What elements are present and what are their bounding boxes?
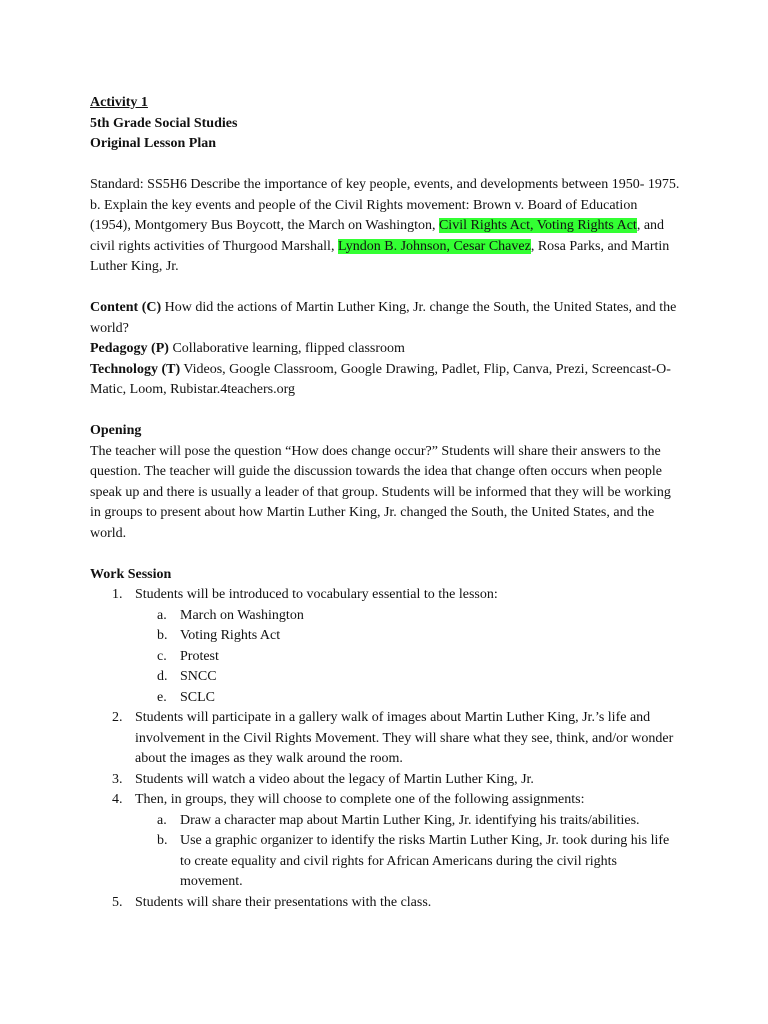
list-letter: b. bbox=[157, 628, 168, 643]
list-item-text: Students will participate in a gallery walk of images about Martin Luther King, Jr.’s life and involvement in the Civil Rights Movement. They will share what they see, think, and/or wonder about the images as they walk around the room. bbox=[135, 710, 674, 766]
grade-subject: 5th Grade Social Studies bbox=[90, 115, 238, 131]
assignment-text: Draw a character map about Martin Luther King, Jr. identifying his traits/abilities. bbox=[180, 812, 640, 828]
list-item bbox=[112, 893, 680, 914]
opening-heading: Opening bbox=[90, 423, 142, 438]
list-letter: b. bbox=[157, 833, 168, 848]
assignment-item bbox=[157, 831, 680, 893]
standard-b-text-1: b. Explain the key events and people of the Civil Rights movement: Brown v. Board of Education (1954), Montgomery Bus Boycott, the March on Washington, bbox=[90, 197, 638, 233]
technology-text: Videos, Google Classroom, Google Drawing, Padlet, Flip, Canva, Prezi, Screencast-O-Matic, Loom, Rubistar.4teachers.org bbox=[90, 361, 671, 397]
list-item bbox=[112, 708, 680, 770]
vocab-item bbox=[157, 626, 680, 647]
list-number: 1. bbox=[112, 587, 123, 602]
pedagogy-line bbox=[90, 339, 680, 360]
assignment-list bbox=[135, 811, 680, 893]
content-text: How did the actions of Martin Luther King, Jr. change the South, the United States, and the world? bbox=[90, 300, 677, 336]
list-item-text: Students will watch a video about the legacy of Martin Luther King, Jr. bbox=[135, 771, 534, 787]
pedagogy-label: Pedagogy (P) bbox=[90, 341, 169, 356]
vocab-term: SNCC bbox=[180, 669, 217, 684]
opening-text: The teacher will pose the question “How does change occur?” Students will share their answers to the question. The teacher will guide the discussion towards the idea that change often occurs when people speak up and there is usually a leader of that group. Students will be informed that they will be working in groups to present about how Martin Luther King, Jr. changed the South, the United States, and the world. bbox=[90, 443, 671, 541]
list-item bbox=[112, 585, 680, 708]
highlight-people: Lyndon B. Johnson, Cesar Chavez bbox=[337, 238, 531, 254]
work-session-list bbox=[90, 585, 680, 913]
vocab-term: March on Washington bbox=[180, 607, 304, 623]
assignment-item bbox=[157, 811, 680, 832]
list-letter: d. bbox=[157, 669, 168, 684]
plan-title: Original Lesson Plan bbox=[90, 136, 217, 151]
list-item-text: Students will share their presentations with the class. bbox=[135, 894, 432, 910]
vocab-item bbox=[157, 606, 680, 627]
technology-line bbox=[90, 360, 680, 401]
pedagogy-text: Collaborative learning, flipped classroom bbox=[168, 341, 405, 356]
highlight-acts: Civil Rights Act, Voting Rights Act bbox=[438, 218, 637, 233]
vocab-item bbox=[157, 667, 680, 688]
list-number: 5. bbox=[112, 894, 123, 910]
vocab-list bbox=[135, 606, 680, 709]
assignment-text: Use a graphic organizer to identify the risks Martin Luther King, Jr. took during his life to create equality and civil rights for African Americans during the civil rights movement. bbox=[180, 833, 670, 889]
list-letter: e. bbox=[157, 689, 167, 705]
list-letter: a. bbox=[157, 812, 167, 828]
vocab-item bbox=[157, 647, 680, 668]
list-letter: c. bbox=[157, 648, 167, 664]
standard-line: Standard: SS5H6 Describe the importance of key people, events, and developments between 1950- 1975. bbox=[90, 177, 680, 192]
lesson-plan bbox=[90, 93, 680, 913]
activity-title: Activity 1 bbox=[90, 95, 148, 110]
standard-b-text-2: , and civil rights activities of Thurgood Marshall, bbox=[90, 218, 665, 254]
list-item bbox=[112, 770, 680, 791]
content-line bbox=[90, 298, 680, 339]
list-item bbox=[112, 790, 680, 893]
list-number: 2. bbox=[112, 710, 123, 725]
list-letter: a. bbox=[157, 607, 167, 623]
list-item-text: Students will be introduced to vocabulary essential to the lesson: bbox=[135, 587, 498, 602]
vocab-term: Voting Rights Act bbox=[180, 628, 281, 643]
list-number: 4. bbox=[112, 792, 123, 807]
vocab-term: SCLC bbox=[180, 689, 216, 705]
vocab-term: Protest bbox=[180, 648, 219, 664]
standard-b bbox=[90, 196, 680, 278]
vocab-item bbox=[157, 688, 680, 709]
content-label: Content (C) bbox=[90, 300, 162, 315]
list-item-text: Then, in groups, they will choose to complete one of the following assignments: bbox=[135, 792, 585, 807]
work-session-heading: Work Session bbox=[90, 566, 172, 582]
standard-b-text-3: , Rosa Parks, and Martin Luther King, Jr. bbox=[90, 238, 670, 274]
technology-label: Technology (T) bbox=[90, 361, 181, 377]
list-number: 3. bbox=[112, 771, 123, 787]
